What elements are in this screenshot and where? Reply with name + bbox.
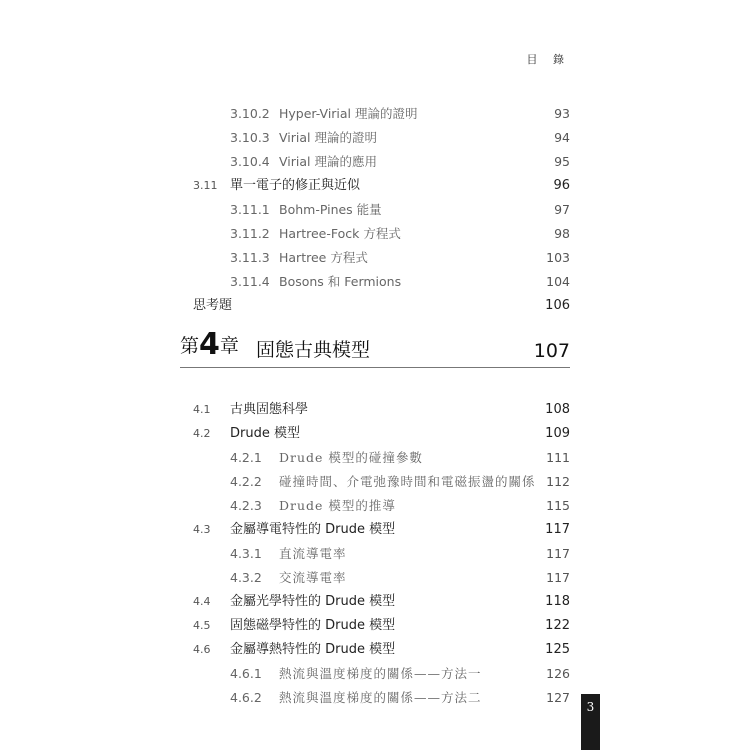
entry-title: Hartree-Fock 方程式 <box>279 226 401 241</box>
entry-page: 94 <box>554 130 570 145</box>
toc-entry[interactable] <box>0 664 750 684</box>
entry-number: 4.6.2 <box>230 690 262 705</box>
entry-title: Bosons 和 Fermions <box>279 274 402 289</box>
section-number: 4.6 <box>193 643 211 656</box>
entry-page: 117 <box>546 546 570 561</box>
chapter-label: 第4章 <box>180 327 239 362</box>
entry-number: 4.2.3 <box>230 498 262 513</box>
entry-number: 3.10.4 <box>230 154 270 169</box>
toc-entry[interactable] <box>0 496 750 516</box>
entry-title: 碰撞時間、介電弛豫時間和電磁振盪的關係 <box>279 474 536 489</box>
section-title: 固態磁學特性的 Drude 模型 <box>230 618 396 633</box>
toc-exercises[interactable] <box>0 296 750 316</box>
entry-title: Drude 模型的碰撞參數 <box>279 450 423 465</box>
entry-page: 95 <box>554 154 570 169</box>
toc-section[interactable] <box>0 640 750 660</box>
entry-title: Hartree 方程式 <box>279 250 368 265</box>
chapter-page: 107 <box>533 340 570 362</box>
toc-entry[interactable] <box>0 248 750 268</box>
section-number: 4.4 <box>193 595 211 608</box>
page-number-tab <box>581 694 600 750</box>
section-page: 122 <box>545 618 570 633</box>
toc-entry[interactable] <box>0 104 750 124</box>
section-page: 117 <box>545 522 570 537</box>
chapter-title: 固態古典模型 <box>256 339 371 361</box>
entry-page: 93 <box>554 106 570 121</box>
section-number: 4.1 <box>193 403 211 416</box>
entry-page: 98 <box>554 226 570 241</box>
entry-number: 3.11.4 <box>230 274 270 289</box>
entry-number: 4.3.2 <box>230 570 262 585</box>
entry-title: Hyper-Virial 理論的證明 <box>279 106 418 121</box>
entry-title: Virial 理論的應用 <box>279 154 377 169</box>
entry-title: Virial 理論的證明 <box>279 130 377 145</box>
toc-entry[interactable] <box>0 200 750 220</box>
toc-entry[interactable] <box>0 272 750 292</box>
toc-entry[interactable] <box>0 128 750 148</box>
entry-number: 3.10.2 <box>230 106 270 121</box>
section-number: 3.11 <box>193 179 218 192</box>
section-page: 96 <box>553 178 570 193</box>
entry-page: 111 <box>546 450 570 465</box>
entry-number: 3.11.3 <box>230 250 270 265</box>
entry-page: 115 <box>546 498 570 513</box>
toc-section[interactable] <box>0 520 750 540</box>
toc-section[interactable] <box>0 616 750 636</box>
section-page: 125 <box>545 642 570 657</box>
section-title: 金屬光學特性的 Drude 模型 <box>230 594 396 609</box>
entry-number: 4.2.2 <box>230 474 262 489</box>
entry-page: 97 <box>554 202 570 217</box>
entry-page: 127 <box>546 690 570 705</box>
toc-section[interactable] <box>0 592 750 612</box>
entry-number: 4.2.1 <box>230 450 262 465</box>
entry-page: 103 <box>546 250 570 265</box>
section-number: 4.5 <box>193 619 211 632</box>
toc-entry[interactable] <box>0 688 750 708</box>
toc-entry[interactable] <box>0 448 750 468</box>
section-title: 單一電子的修正與近似 <box>230 178 361 193</box>
chapter-heading[interactable] <box>180 328 570 368</box>
entry-title: 交流導電率 <box>279 570 347 585</box>
section-page: 109 <box>545 426 570 441</box>
running-header: 目 錄 <box>526 53 570 66</box>
entry-number: 3.11.1 <box>230 202 270 217</box>
section-title: 金屬導電特性的 Drude 模型 <box>230 522 396 537</box>
section-title: Drude 模型 <box>230 426 300 441</box>
entry-title: 熱流與溫度梯度的關係——方法二 <box>279 690 482 705</box>
entry-page: 112 <box>546 474 570 489</box>
section-page: 108 <box>545 402 570 417</box>
entry-number: 4.6.1 <box>230 666 262 681</box>
entry-number: 4.3.1 <box>230 546 262 561</box>
entry-page: 104 <box>546 274 570 289</box>
toc-section[interactable] <box>0 176 750 196</box>
entry-number: 3.10.3 <box>230 130 270 145</box>
toc-entry[interactable] <box>0 152 750 172</box>
toc-section[interactable] <box>0 400 750 420</box>
section-title: 金屬導熱特性的 Drude 模型 <box>230 642 396 657</box>
toc-entry[interactable] <box>0 568 750 588</box>
entry-page: 126 <box>546 666 570 681</box>
entry-title: 直流導電率 <box>279 546 347 561</box>
chapter-number: 4 <box>199 327 220 362</box>
entry-page: 117 <box>546 570 570 585</box>
section-number: 4.3 <box>193 523 211 536</box>
toc-entry[interactable] <box>0 224 750 244</box>
section-number: 4.2 <box>193 427 211 440</box>
chapter-rule <box>180 367 570 368</box>
entry-title: Bohm-Pines 能量 <box>279 202 382 217</box>
entry-number: 3.11.2 <box>230 226 270 241</box>
entry-title: Drude 模型的推導 <box>279 498 396 513</box>
toc-entry[interactable] <box>0 472 750 492</box>
exercises-page: 106 <box>545 298 570 313</box>
toc-entry[interactable] <box>0 544 750 564</box>
section-page: 118 <box>545 594 570 609</box>
section-title: 古典固態科學 <box>230 402 309 417</box>
exercises-title: 思考題 <box>193 298 233 313</box>
page-number: 3 <box>586 700 595 714</box>
entry-title: 熱流與溫度梯度的關係——方法一 <box>279 666 482 681</box>
toc-section[interactable] <box>0 424 750 444</box>
